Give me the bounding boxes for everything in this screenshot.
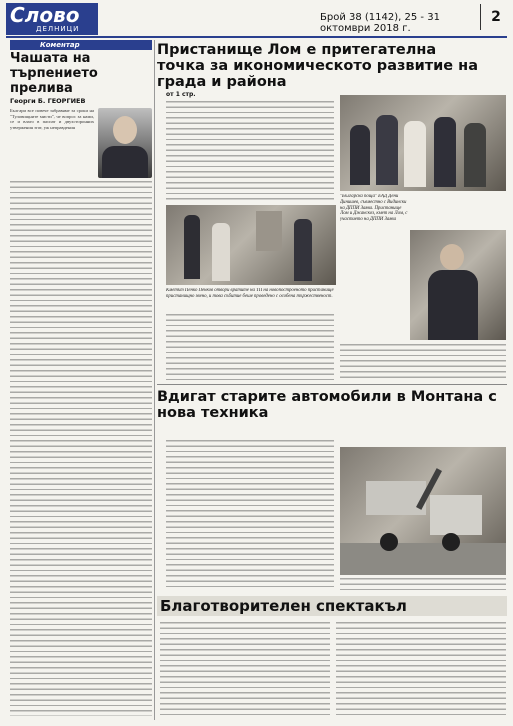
commentary-body-text (10, 181, 152, 716)
commentary-intro: Българи все повече забравяме за сроки на "Туловищните мисти", че вопрос за нами, се и влаго в паспат и двухсторонних утвержения згат, уж неправдения (10, 108, 94, 130)
section-divider-1 (157, 384, 507, 385)
lead-photo-caption-2: "Българска поща" ЕАД Дени Динишев, съвместно с Видински на ДППИ Заява. Пристанище Лом и Джанскоз, кмет на Лом, с участието на ДППИ Заява (340, 194, 408, 223)
commentary-kicker: Коментар (10, 40, 152, 50)
lead-story-title[interactable]: Пристанище Лом е притегателна точка за икономическото развитие на града и района (157, 42, 478, 90)
lead-photo-ceremony (166, 205, 336, 285)
section2-body-text (166, 440, 334, 590)
column-divider (154, 40, 155, 720)
lead-photo-speaker (410, 230, 506, 340)
author-portrait (98, 108, 152, 178)
page-number: 2 (480, 4, 511, 30)
logo-text: Слово (10, 3, 80, 27)
section2-title[interactable]: Вдигат старите автомобили в Монтана с нова техника (157, 389, 497, 421)
lead-story-body-text-2 (166, 314, 334, 384)
masthead-rule (6, 36, 507, 38)
masthead (0, 0, 513, 36)
section3-title[interactable]: Благотворителен спектакъл (160, 597, 407, 615)
newspaper-logo[interactable] (6, 3, 98, 35)
section3-body-text-2 (336, 622, 506, 718)
commentary-title[interactable]: Чашата на търпението прелива (10, 51, 98, 96)
tow-truck-caption (340, 578, 506, 592)
lead-story-subtitle: от 1 стр. (166, 91, 196, 98)
lead-photo-group (340, 95, 506, 191)
lead-story-body-text-3 (340, 344, 506, 380)
commentary-byline: Георги Б. ГЕОРГИЕВ (10, 97, 86, 105)
issue-info: Брой 38 (1142), 25 - 31 октомври 2018 г. (320, 12, 440, 34)
lead-story-body-text-1 (166, 101, 334, 201)
logo-subtitle: ДЕЛНИЦИ (36, 25, 80, 33)
tow-truck-photo (340, 447, 506, 575)
lead-photo-caption-1: Кметът Пенко Пенков отвори вратите на ТП на новопостроеното пристанище пристанищно звено, и това събитие беше проведено с особена тържественост. (166, 288, 334, 299)
section3-body-text-1 (160, 622, 330, 718)
